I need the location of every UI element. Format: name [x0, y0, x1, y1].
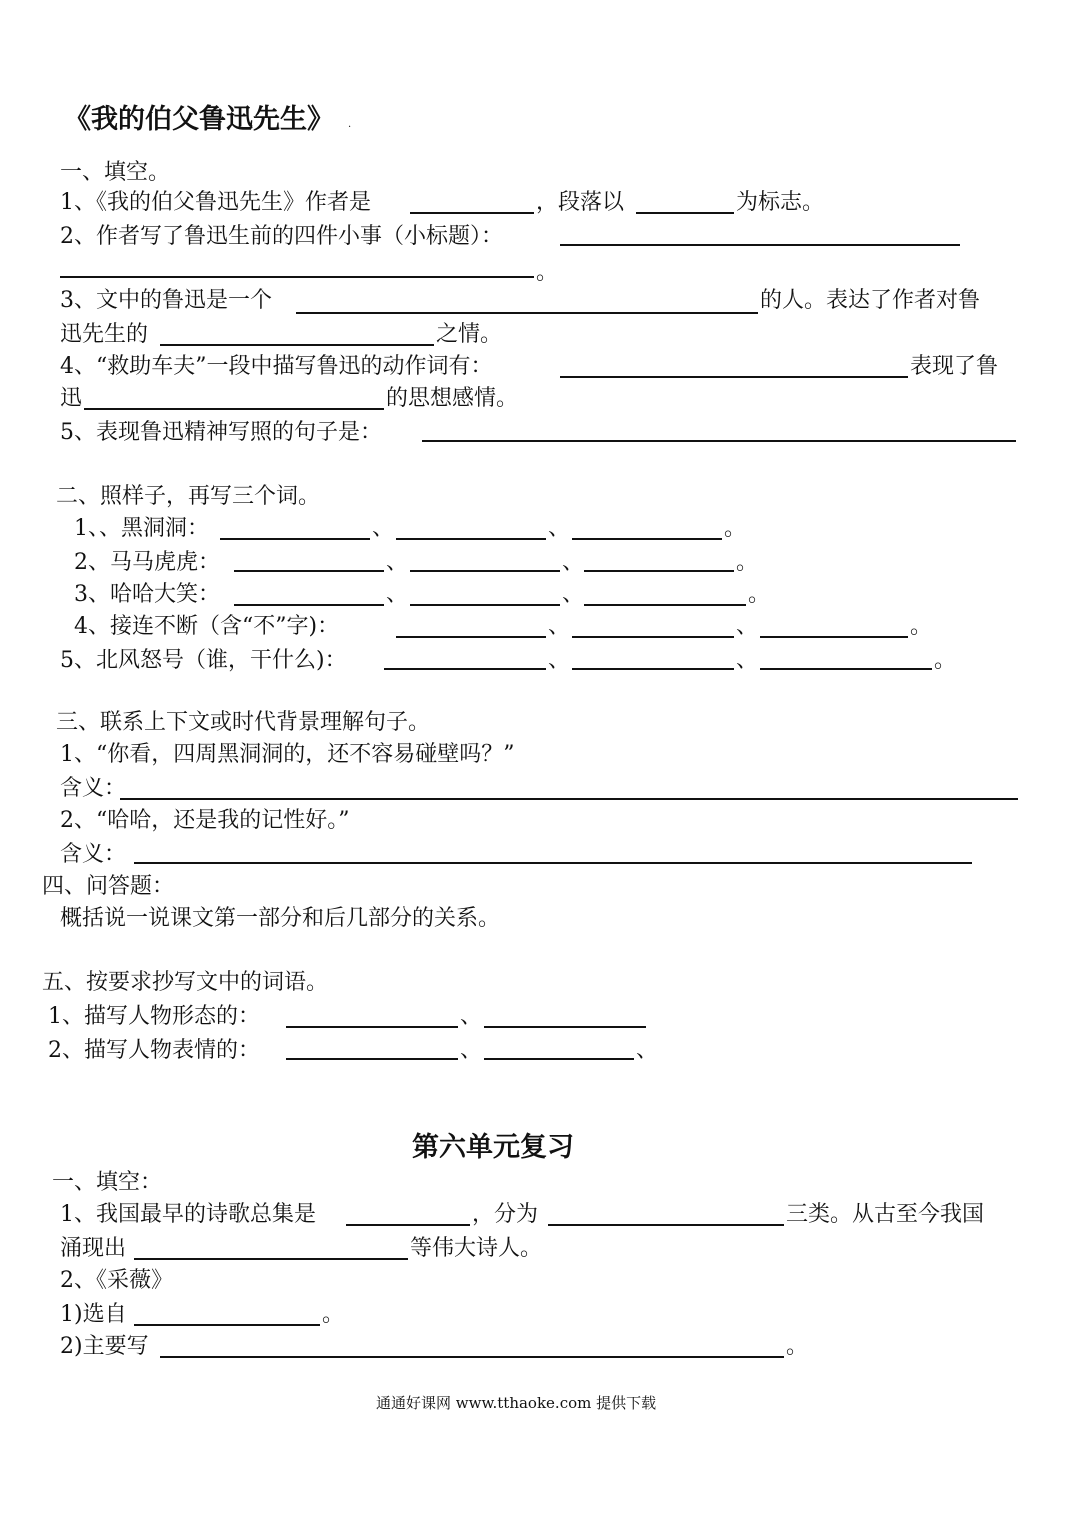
p2-item5-blank-1[interactable]	[384, 668, 546, 670]
u6-q1-blank-3[interactable]	[134, 1258, 408, 1260]
p2-end: 。	[724, 516, 747, 541]
part1-heading: 一、填空。	[60, 160, 171, 185]
p3-meaning-label: 含义：	[60, 842, 127, 867]
unit6-heading: 一、填空：	[52, 1170, 163, 1195]
p2-end: 。	[748, 582, 771, 607]
q4-text-b: 表现了鲁	[910, 354, 999, 379]
p2-end: 。	[910, 614, 933, 639]
p5-q2-blank-1[interactable]	[286, 1058, 458, 1060]
u6-q1-text-d: 涌现出	[60, 1236, 127, 1261]
p2-end: 。	[736, 550, 759, 575]
q5-blank[interactable]	[422, 440, 1016, 442]
footer-text: 通通好课网 www.tthaoke.com 提供下载	[376, 1394, 657, 1412]
q3-blank-2[interactable]	[160, 344, 434, 346]
title-dot: .	[348, 119, 352, 130]
p2-sep: 、	[736, 648, 759, 673]
p4-q1: 概括说一说课文第一部分和后几部分的关系。	[60, 906, 501, 931]
p5-q1: 1、描写人物形态的：	[48, 1004, 260, 1029]
p2-item-2: 2、马马虎虎：	[74, 550, 220, 575]
p2-item1-blank-2[interactable]	[396, 538, 546, 540]
q4-blank-1[interactable]	[560, 376, 908, 378]
p2-sep: 、	[372, 516, 395, 541]
p2-sep: 、	[386, 582, 409, 607]
p2-item5-blank-2[interactable]	[572, 668, 734, 670]
q4-text-a: 4、“救助车夫”一段中描写鲁迅的动作词有：	[60, 354, 493, 379]
q3-blank-1[interactable]	[296, 312, 758, 314]
p2-item4-blank-1[interactable]	[396, 636, 546, 638]
u6-q1-text-c: 三类。从古至今我国	[786, 1202, 985, 1227]
p2-sep: 、	[548, 648, 571, 673]
p2-item4-blank-3[interactable]	[760, 636, 908, 638]
p2-item-1: 1、、黑洞洞：	[74, 516, 209, 541]
part4-heading: 四、问答题：	[42, 874, 175, 899]
u6-q1-text-e: 等伟大诗人。	[410, 1236, 543, 1261]
u6-q1-text-b: ，分为	[472, 1202, 539, 1227]
p5-sep: 、	[460, 1004, 483, 1029]
p3-q2: 2、“哈哈，还是我的记性好。”	[60, 808, 350, 833]
p2-item-4: 4、接连不断（含“不”字)：	[74, 614, 340, 639]
u6-q1-text-a: 1、我国最早的诗歌总集是	[60, 1202, 316, 1227]
q3-text-b: 的人。表达了作者对鲁	[760, 288, 981, 313]
q4-text-d: 的思想感情。	[386, 386, 519, 411]
p2-item-3: 3、哈哈大笑：	[74, 582, 220, 607]
unit6-title: 第六单元复习	[412, 1132, 574, 1163]
q2-blank-2[interactable]	[60, 276, 534, 278]
worksheet-title: 《我的伯父鲁迅先生》	[64, 104, 334, 135]
u6-q2-source-blank[interactable]	[134, 1324, 320, 1326]
p2-end: 。	[934, 648, 957, 673]
q4-blank-2[interactable]	[84, 408, 384, 410]
q3-text-d: 之情。	[436, 322, 503, 347]
u6-q2-s2: 2)主要写	[60, 1334, 149, 1359]
p3-meaning-label: 含义：	[60, 776, 127, 801]
u6-q2-s1: 1)选自	[60, 1302, 127, 1327]
p3-q2-answer-blank[interactable]	[134, 862, 972, 864]
part3-heading: 三、联系上下文或时代背景理解句子。	[56, 710, 431, 735]
u6-q2-end: 。	[322, 1302, 345, 1327]
p2-sep: 、	[562, 550, 585, 575]
q1-text-c: 为标志。	[736, 190, 825, 215]
q2-text: 2、作者写了鲁迅生前的四件小事（小标题）：	[60, 224, 503, 249]
u6-q2-label: 2、《采薇》	[60, 1268, 173, 1293]
p2-sep: 、	[562, 582, 585, 607]
p2-item3-blank-1[interactable]	[234, 604, 384, 606]
p2-item2-blank-2[interactable]	[410, 570, 560, 572]
u6-q1-blank-2[interactable]	[548, 1224, 784, 1226]
p2-sep: 、	[736, 614, 759, 639]
q1-text-a: 1、《我的伯父鲁迅先生》作者是	[60, 190, 371, 215]
p5-q1-blank-2[interactable]	[484, 1026, 646, 1028]
p5-sep: 、	[636, 1038, 659, 1063]
q4-text-c: 迅	[60, 386, 83, 411]
p2-item-5: 5、北风怒号（谁，干什么)：	[60, 648, 347, 673]
p5-q1-blank-1[interactable]	[286, 1026, 458, 1028]
q1-text-b: ，段落以	[536, 190, 625, 215]
p5-q2-blank-2[interactable]	[484, 1058, 634, 1060]
p2-sep: 、	[548, 516, 571, 541]
u6-q2-content-blank[interactable]	[160, 1356, 784, 1358]
p2-sep: 、	[386, 550, 409, 575]
q3-text-c: 迅先生的	[60, 322, 149, 347]
q1-marker-blank[interactable]	[636, 212, 734, 214]
p5-sep: 、	[460, 1038, 483, 1063]
p2-item1-blank-3[interactable]	[572, 538, 722, 540]
p2-sep: 、	[548, 614, 571, 639]
p2-item3-blank-2[interactable]	[410, 604, 560, 606]
p2-item4-blank-2[interactable]	[572, 636, 734, 638]
p3-q1: 1、“你看，四周黑洞洞的，还不容易碰壁吗？”	[60, 742, 515, 767]
p2-item2-blank-3[interactable]	[584, 570, 734, 572]
p2-item3-blank-3[interactable]	[584, 604, 746, 606]
q3-text-a: 3、文中的鲁迅是一个	[60, 288, 272, 313]
p2-item1-blank-1[interactable]	[220, 538, 370, 540]
p2-item5-blank-3[interactable]	[760, 668, 932, 670]
u6-q1-blank-1[interactable]	[346, 1224, 470, 1226]
p5-q2: 2、描写人物表情的：	[48, 1038, 260, 1063]
u6-q2-end: 。	[786, 1334, 809, 1359]
p2-item2-blank-1[interactable]	[234, 570, 384, 572]
part5-heading: 五、按要求抄写文中的词语。	[42, 970, 329, 995]
q2-end: 。	[536, 260, 559, 285]
q2-blank-1[interactable]	[560, 244, 960, 246]
q1-author-blank[interactable]	[410, 212, 534, 214]
p3-q1-answer-blank[interactable]	[120, 798, 1018, 800]
q5-text: 5、表现鲁迅精神写照的句子是：	[60, 420, 382, 445]
part2-heading: 二、照样子，再写三个词。	[56, 484, 321, 509]
